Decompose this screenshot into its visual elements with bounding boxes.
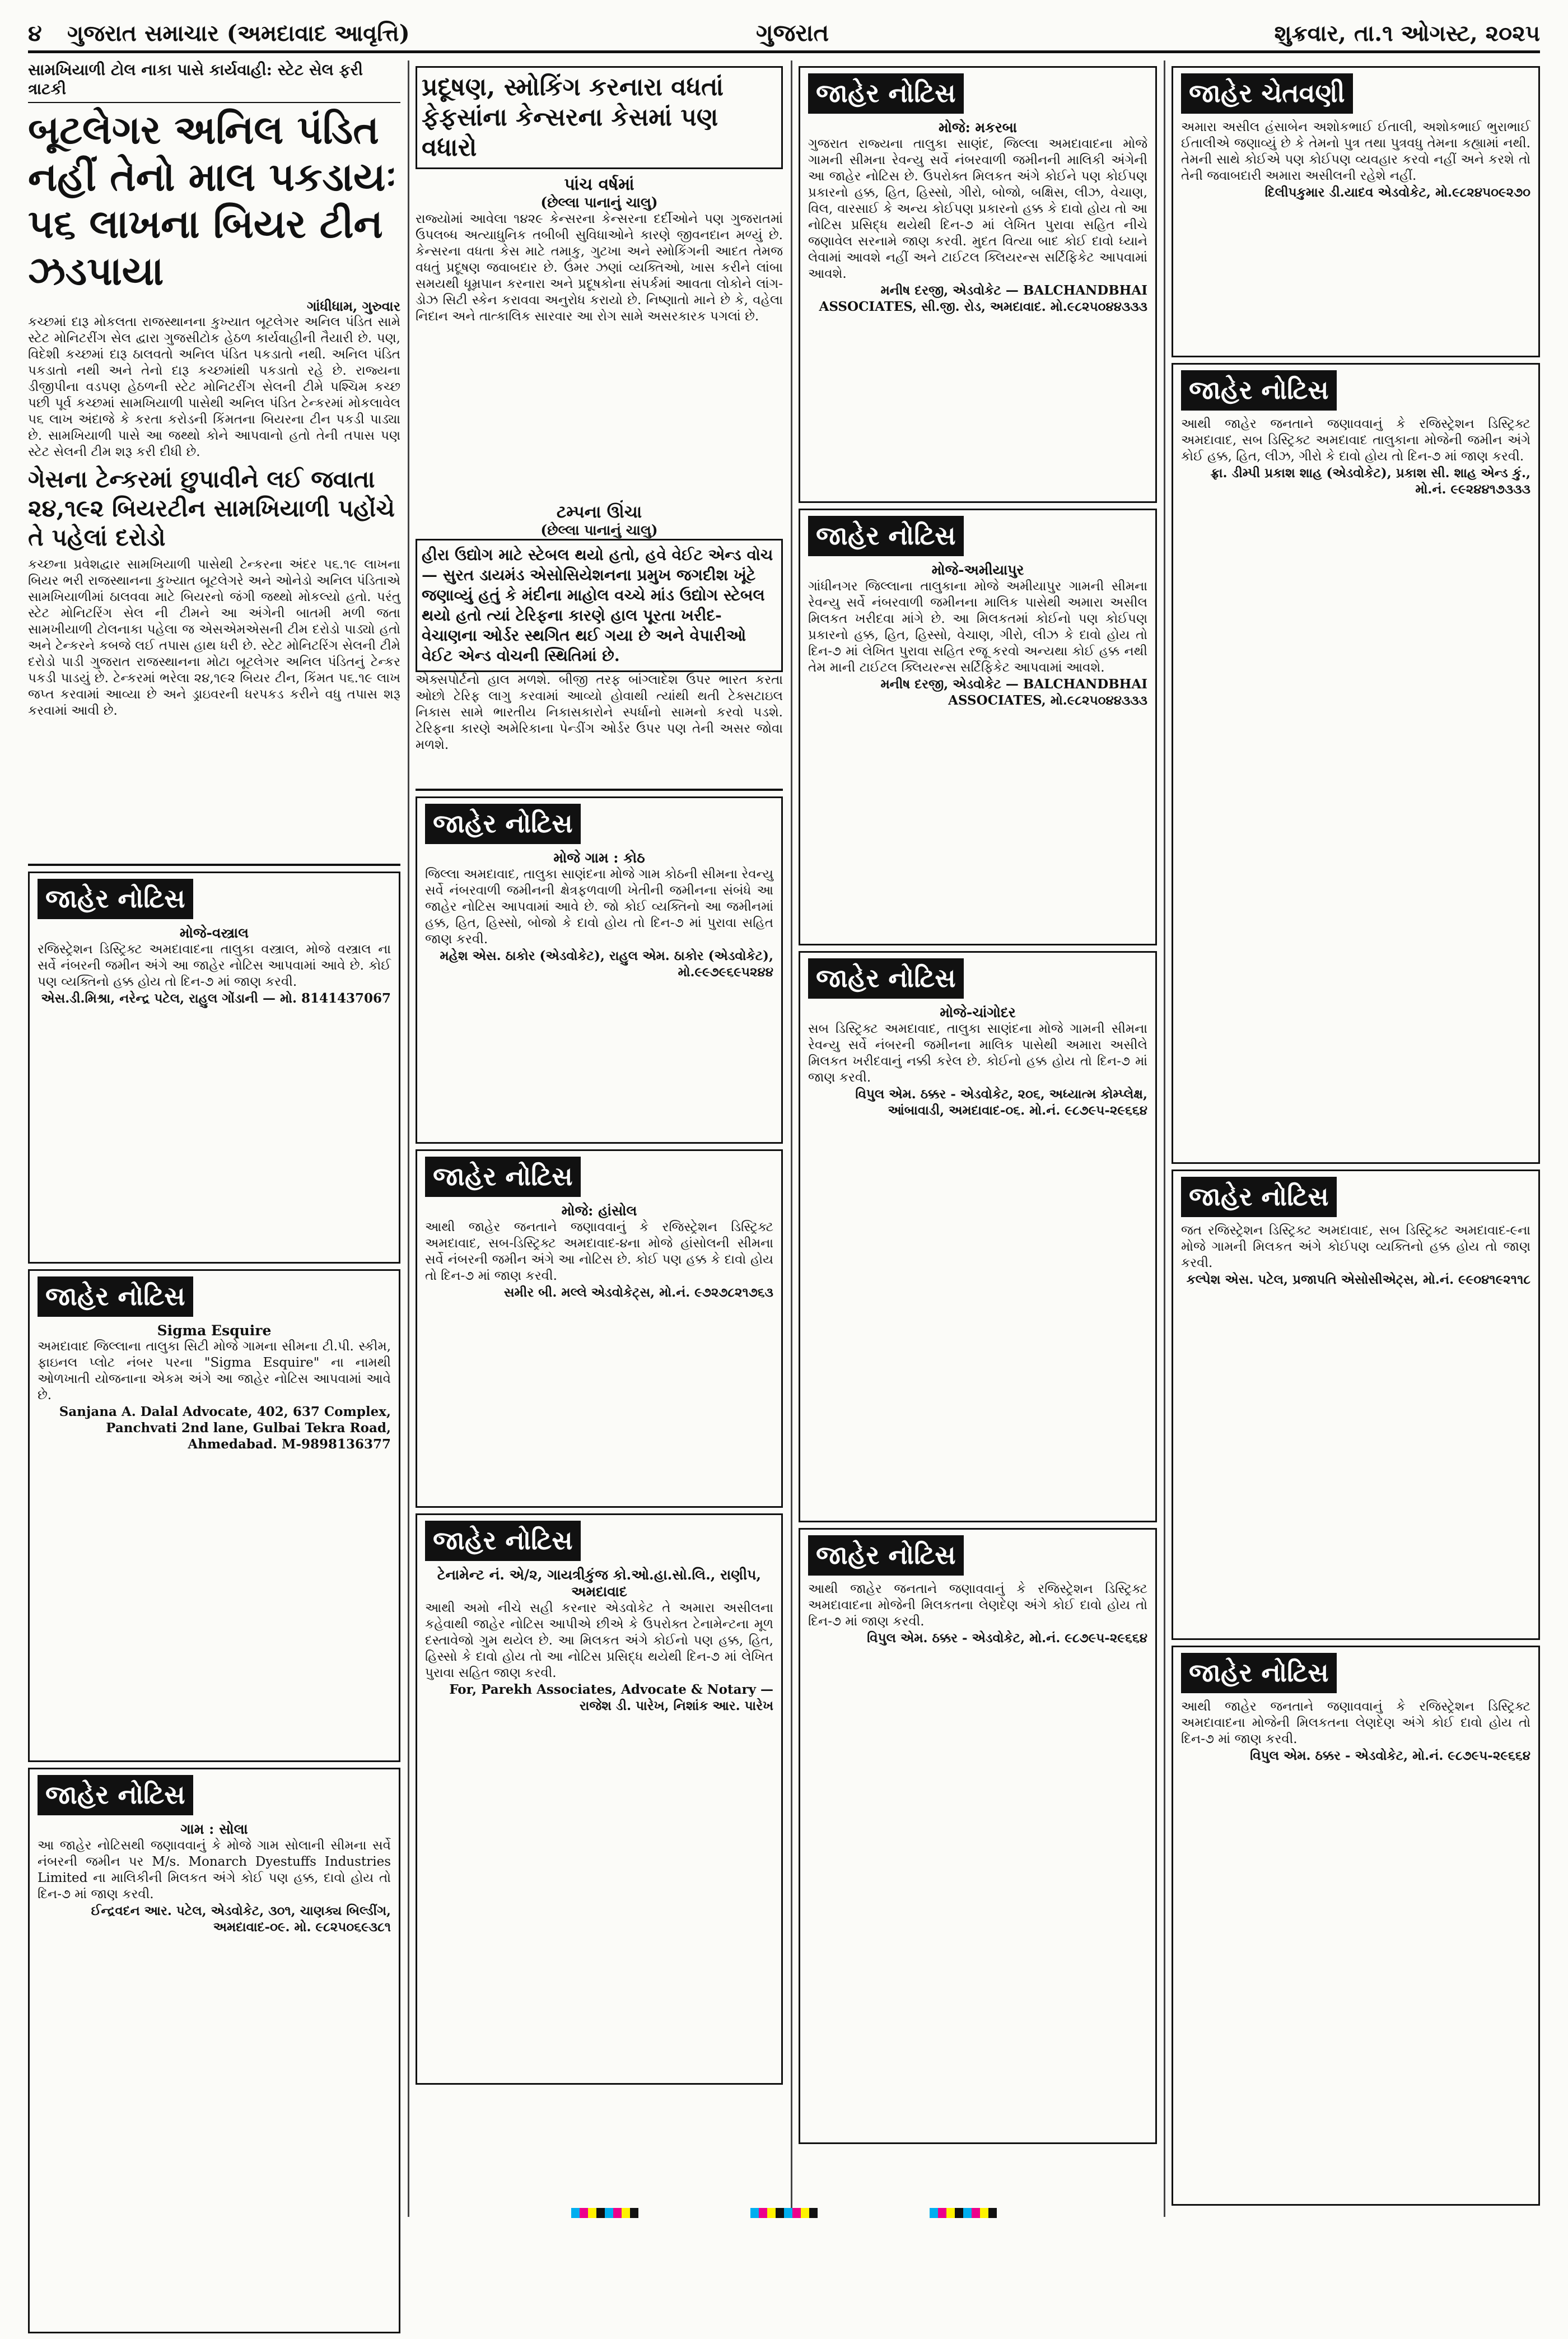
notice-box bbox=[799, 66, 1157, 503]
notice-place: Sigma Esquire bbox=[157, 1322, 272, 1339]
notice-signature: મનીષ દરજી, એડવોકેટ — BALCHANDBHAI ASSOCIATES, મો.૯૮૨૫૦૪૪૩૩૩ bbox=[880, 677, 1147, 708]
warning-title: જાહેર ચેતવણી bbox=[1181, 73, 1353, 114]
notice-box bbox=[416, 796, 783, 1144]
notice-place: મોજે: હાંસોલ bbox=[561, 1203, 637, 1219]
lead-kicker: સામખિયાળી ટોલ નાકા પાસે કાર્યવાહી: સ્ટેટ સેલ ફરી ત્રાટકી bbox=[28, 60, 400, 103]
notice-title: જાહેર નોટિસ bbox=[1181, 1653, 1337, 1693]
notice-body: ગાંધીનગર જિલ્લાના તાલુકાના મોજે અમીયાપુર ગામની સીમના રેવન્યુ સર્વે નંબરવાળી જમીનના માલિક પાસેથી અમારા અસીલ મિલકત ખરીદવા માંગે છે. આ મિલકતમાં કોઈનો પણ કોઈપણ પ્રકારનો હક્ક, હિત, હિસ્સો, વેચાણ, ગીરો, લીઝ કે દાવો હોય તો દિન-૭ માં લેખિત પુરાવા સહિત રજૂ કરવો અન્યથા કોઈ હક્ક નથી તેમ માની ટાઈટલ ક્લિયરન્સ સર્ટિફિકેટ આપવામાં આવશે. bbox=[808, 579, 1147, 675]
page-number: ૪ bbox=[28, 20, 42, 46]
notice-signature: For, Parekh Associates, Advocate & Notary — રાજેશ ડી. પારેખ, નિશાંક આર. પારેખ bbox=[449, 1682, 773, 1713]
notice-title: જાહેર નોટિસ bbox=[38, 1276, 193, 1317]
notice-body: આથી અમો નીચે સહી કરનાર એડવોકેટ તે અમારા અસીલના કહેવાથી જાહેર નોટિસ આપીએ છીએ કે ઉપરોક્ત ટેનામેન્ટના મૂળ દસ્તાવેજો ગુમ થયેલ છે. આ મિલકત અંગે કોઈનો પણ હક્ક, હિત, હિસ્સો કે દાવો હોય તો આ નોટિસ પ્રસિદ્ધ થયેથી દિન-૭ માં લેખિત પુરાવા સહિત જાણ કરવી. bbox=[425, 1601, 773, 1680]
notice-signature: વિપુલ એમ. ઠક્કર - એડવોકેટ, મો.નં. ૯૮૭૯૫-૨૯૬૬૪ bbox=[1250, 1748, 1530, 1763]
notice-title: જાહેર નોટિસ bbox=[808, 1535, 964, 1576]
notice-box bbox=[1172, 1170, 1540, 1640]
notice-place: મોજે-ચાંગોદર bbox=[940, 1004, 1016, 1021]
notice-title: જાહેર નોટિસ bbox=[425, 1521, 581, 1561]
notice-signature: ફ્રા. ડીમ્પી પ્રકાશ શાહ (એડવોકેટ), પ્રકાશ સી. શાહ એન્ડ કું., મો.નં. ૯૯૨૪૪૧૭૩૩૩ bbox=[1210, 465, 1530, 497]
notice-box bbox=[799, 951, 1157, 1522]
health-sub1: પાંચ વર્ષમાં bbox=[564, 175, 634, 194]
notice-box bbox=[1172, 1646, 1540, 2206]
notice-body: સબ ડિસ્ટ્રિક્ટ અમદાવાદ, તાલુકા સાણંદના મોજે ગામની સીમના રેવન્યુ સર્વે નંબરની જમીનના માલિક પાસેથી અમારા અસીલે મિલકત ખરીદવાનું નક્કી કરેલ છે. કોઈનો હક્ક હોય તો દિન-૭ માં જાણ કરવી. bbox=[808, 1022, 1147, 1085]
notice-place: ટેનામેન્ટ નં. એ/૨, ગાયત્રીકુંજ કો.ઓ.હા.સો.લિ., રાણીપ, અમદાવાદ bbox=[437, 1567, 762, 1600]
notice-body: જિલ્લા અમદાવાદ, તાલુકા સાણંદના મોજે ગામ કોઠની સીમના રેવન્યુ સર્વે નંબરવાળી જમીનની ક્ષેત્રફળવાળી ખેતીની જમીનના સંબંધે આ જાહેર નોટિસ આપવામાં આવે છે. જો કોઈ વ્યક્તિનો આ જમીનમાં હક્ક, હિત, હિસ્સો, બોજો કે દાવો હોય તો દિન-૭ માં પુરાવા સહિત જાણ કરવી. bbox=[425, 867, 773, 947]
lead-body-2: કચ્છના પ્રવેશદ્વાર સામખિયાળી પાસેથી ટેન્કરના અંદર ૫૬.૧૯ લાખના બિયર ભરી રાજસ્થાનના કુખ્યાત બૂટલેગરે અને ઓનેડો અનિલ પંડિતાએ સામખિયાળીમાં ઠાલવવા માટે બિયરનો જંગી જથ્થો મોકલ્યો હતો. પરંતુ સ્ટેટ મોનિટરિંગ સેલ ની ટીમને આ અંગેની બાતમી મળી જતા સામખીયાળી ટોલનાકા પહેલા જ એસએમએસની ટીમ દરોડો પાડ્યો હતો અને ટેન્કરને કબજે લઈ તપાસ હાથ ધરી છે. સ્ટેટ મોનિટરિંગ સેલની ટીમે દરોડો પાડી ગુજરાત રાજસ્થાનના મોટા બૂટલેગર અનિલ પંડિતનું ટેન્કર પકડી પાડયું છે. ટેન્કરમાં ભરેલા ૨૪,૧૯૨ બિયર ટીન, કિંમત ૫૬.૧૯ લાખ જપ્ત કરવામાં આવ્યા છે અને ડ્રાઇવરની ધરપકડ કરીને વધુ તપાસ શરૂ કરવામાં આવી છે. bbox=[28, 557, 400, 718]
notice-box bbox=[416, 1513, 783, 2085]
health-sub2b: (છેલ્લા પાનાનું ચાલુ) bbox=[540, 522, 658, 538]
column-rule bbox=[791, 60, 792, 2217]
column-rule bbox=[1164, 60, 1165, 2217]
notice-title: જાહેર નોટિસ bbox=[425, 804, 581, 844]
notice-signature: એસ.ડી.મિશ્રા, નરેન્દ્ર પટેલ, રાહુલ ગોંડાની — મો. 8141437067 bbox=[41, 991, 391, 1006]
notice-box bbox=[28, 1269, 400, 1762]
notice-box bbox=[416, 1149, 783, 1508]
notice-box bbox=[28, 872, 400, 1264]
paper-name: ગુજરાત સમાચાર (અમદાવાદ આવૃત્તિ) bbox=[67, 20, 410, 46]
notice-title: જાહેર નોટિસ bbox=[1181, 370, 1337, 411]
notice-signature: વિપુલ એમ. ઠક્કર - એડવોકેટ, ૨૦૬, અધ્યાત્મ કોમ્પ્લેક્ષ, આંબાવાડી, અમદાવાદ-૦૬. મો.નં. ૯૮૭૯૫-૨૯૬૬૪ bbox=[855, 1087, 1147, 1118]
notice-signature: મહેશ એસ. ઠાકોર (એડવોકેટ), રાહુલ એમ. ઠાકોર (એડવોકેટ), મો.૯૯૭૯૬૯૫૨૪૪ bbox=[440, 948, 773, 980]
notice-body: અમારા અસીલ હંસાબેન અશોકભાઈ ઈતાલી, અશોકભાઈ ભુરાભાઈ ઈતાલીએ જણાવ્યું છે કે તેમનો પુત્ર તથા પુત્રવધુ તેમના કહ્યામાં નથી. તેમની સાથે કોઈએ પણ કોઈપણ વ્યવહાર કરવો નહીં અને કરશે તો તેની જવાબદારી અમારા અસીલની રહેશે નહીં. bbox=[1181, 120, 1530, 183]
notice-body: અમદાવાદ જિલ્લાના તાલુકા સિટી મોજે ગામના સીમના ટી.પી. સ્કીમ, ફાઇનલ પ્લોટ નંબર પરના "Sigma Esquire" ના નામથી ઓળખાતી યોજનાના એકમ અંગે આ જાહેર નોટિસ આપવામાં આવે છે. bbox=[38, 1339, 391, 1403]
notices-column bbox=[799, 60, 1157, 2150]
lead-subhead: ગેસના ટેન્કરમાં છુપાવીને લઈ જવાતા ૨૪,૧૯૨ બિયરટીન સામખિયાળી પહોંચે તે પહેલાં દરોડો bbox=[28, 465, 395, 551]
health-sub1b: (છેલ્લા પાનાનું ચાલુ) bbox=[540, 194, 658, 211]
notice-signature: દિલીપકુમાર ડી.યાદવ એડવોકેટ, મો.૯૮૨૪૫૦૯૨૭૦ bbox=[1264, 185, 1530, 200]
notice-body: આથી જાહેર જનતાને જણાવવાનું કે રજિસ્ટ્રેશન ડિસ્ટ્રિક્ટ અમદાવાદના મોજેની મિલકતના લેણદેણ અંગે કોઈ દાવો હોય તો દિન-૭ માં જાણ કરવી. bbox=[1181, 1699, 1530, 1746]
lead-dateline: ગાંધીધામ, ગુરુવાર bbox=[307, 298, 400, 314]
health-headline: પ્રદૂષણ, સ્મોકિંગ કરનારા વધતાં ફેફસાંના કેન્સરના કેસમાં પણ વધારો bbox=[422, 73, 724, 162]
color-bar bbox=[571, 2208, 638, 2218]
notice-title: જાહેર નોટિસ bbox=[808, 516, 964, 556]
notice-box bbox=[799, 1528, 1157, 2144]
health-body-2: એક્સપોર્ટનો હાલ મળશે. બીજી તરફ બાંગ્લાદેશ ઉપર ભારત કરતા ઓછો ટેરિફ લાગુ કરવામાં આવ્યો હોવાથી ત્યાંથી થતી ટેક્સટાઇલ નિકાસ સામે ભારતીય નિકાસકારોને સ્પર્ધાનો સામનો કરવો પડશે. ટેરિફના કારણે અમેરિકાના પેન્ડીંગ ઓર્ડર ઉપર પણ તેની અસર જોવા મળશે. bbox=[416, 673, 783, 752]
notice-place: મોજે-અમીયાપુર bbox=[931, 562, 1024, 578]
notice-place: મોજે-વસ્ત્રાલ bbox=[179, 925, 249, 941]
notice-title: જાહેર નોટિસ bbox=[808, 958, 964, 999]
notice-title: જાહેર નોટિસ bbox=[38, 1775, 193, 1815]
notice-place: ગામ : સોલા bbox=[180, 1821, 248, 1837]
notice-title: જાહેર નોટિસ bbox=[425, 1157, 581, 1197]
lead-body: કચ્છમાં દારૂ મોકલતા રાજસ્થાનના કુખ્યાત બૂટલેગર અનિલ પંડિત સામે સ્ટેટ મોનિટરીંગ સેલ દ્વારા ગુજસીટોક હેઠળ કાર્યવાહીની તૈયારી છે. પણ, વિદેશી કચ્છમાં દારૂ ઠાલવતો અનિલ પંડિત પકડાતો નથી. અનિલ પંડિત પકડાતો નથી અને તેનો દારૂ કચ્છમાંથી પકડાતો રહે છે. રાજ્યના ડીજીપીના વડપણ હેઠળની સ્ટેટ મોનિટરીંગ સેલની ટીમે પશ્ચિમ કચ્છ પછી પૂર્વ કચ્છમાં સામખિયાળી પાસેથી અનિલ પંડિત ટેન્કરમાં મોકલાવેલ ૫૬ લાખ અંદાજે કે કરતા કરોડની કિંમતના બિયરના ટીન પકડી પાડ્યા છે. સામખિયાળી પાસે આ જથ્થો કોને આપવાનો હતો તેની તપાસ પણ સ્ટેટ સેલની ટીમ શરૂ કરી દીધી છે. bbox=[28, 315, 400, 459]
lead-headline: બૂટલેગર અનિલ પંડિત નહીં તેનો માલ પકડાયઃ ૫૬ લાખના બિયર ટીન ઝડપાયા bbox=[28, 106, 397, 294]
notice-body: રજિસ્ટ્રેશન ડિસ્ટ્રિક્ટ અમદાવાદના તાલુકા વસ્ત્રાલ, મોજે વસ્ત્રાલ ના સર્વે નંબરની જમીન અંગે આ જાહેર નોટિસ આપવામાં આવે છે. કોઈ પણ વ્યક્તિનો હક્ક હોય તો દિન-૭ માં જાણ કરવી. bbox=[38, 942, 391, 989]
notice-box bbox=[1172, 66, 1540, 357]
notice-signature: મનીષ દરજી, એડવોકેટ — BALCHANDBHAI ASSOCIATES, સી.જી. રોડ, અમદાવાદ. મો.૯૮૨૫૦૪૪૩૩૩ bbox=[819, 283, 1147, 314]
health-body-1: રાજ્યોમાં આવેલા ૧૪૨૯ કેન્સરના કેન્સરના દર્દીઓને પણ ગુજરાતમાં ઉપલબ્ધ અત્યાધુનિક તબીબી સુવિધાઓને કારણે જીવનદાન મળ્યું છે. કેન્સરના વધતા કેસ માટે તમાકુ, ગુટખા અને સ્મોકિંગની આદત તેમજ વધતું પ્રદૂષણ જવાબદાર છે. ઉંમર ઝણાં વ્યક્તિઓ, ખાસ કરીને લાંબા સમયથી ધૂમ્રપાન કરનારા અને પ્રદૂષકોના સંપર્કમાં આવતા લોકોને લાંગ-ડોઝ સિટી સ્કેન કરાવવા અનુરોધ કરાયો છે. નિષ્ણાતો માને છે કે, વહેલા નિદાન અને તાત્કાલિક સારવાર આ રોગ સામે અસરકારક પગલાં છે. bbox=[416, 212, 783, 324]
notice-signature: કલ્પેશ એસ. પટેલ, પ્રજાપતિ એસોસીએટ્સ, મો.નં. ૯૯૦૪૧૯૨૧૧૮ bbox=[1186, 1272, 1530, 1287]
color-bar bbox=[930, 2208, 997, 2218]
notice-signature: Sanjana A. Dalal Advocate, 402, 637 Complex, Panchvati 2nd lane, Gulbai Tekra Road, Ahmedabad. M-9898136377 bbox=[59, 1404, 391, 1452]
notice-place: મોજે: મકરબા bbox=[939, 119, 1017, 136]
notice-box bbox=[28, 1768, 400, 2333]
lead-story bbox=[28, 60, 400, 2339]
notice-body: આથી જાહેર જનતાને જણાવવાનું કે રજિસ્ટ્રેશન ડિસ્ટ્રિક્ટ અમદાવાદ, સબ ડિસ્ટ્રિક્ટ અમદાવાદ તાલુકાના મોજેની જમીન અંગે કોઈ હક્ક, હિત, લીઝ, ગીરો કે દાવો હોય તો દિન-૭ માં જાણ કરવી. bbox=[1181, 417, 1530, 464]
notice-signature: ઈન્દ્રવદન આર. પટેલ, એડવોકેટ, ૩૦૧, ચાણક્ય બિલ્ડીંગ, અમદાવાદ-૦૯. મો. ૯૮૨૫૦૬૯૩૮૧ bbox=[91, 1903, 391, 1935]
section-title: ગુજરાત bbox=[756, 19, 829, 46]
notice-body: આથી જાહેર જનતાને જણાવવાનું કે રજિસ્ટ્રેશન ડિસ્ટ્રિક્ટ અમદાવાદ, સબ-ડિસ્ટ્રિક્ટ અમદાવાદ-૪ના મોજે હાંસોલની સીમના સર્વે નંબરની જમીન અંગે આ નોટિસ છે. કોઈ પણ હક્ક કે દાવો હોય તો દિન-૭ માં જાણ કરવી. bbox=[425, 1220, 773, 1283]
right-notices-column bbox=[1172, 60, 1540, 2211]
notice-title: જાહેર નોટિસ bbox=[38, 879, 193, 919]
color-bar bbox=[750, 2208, 818, 2218]
notice-body: ગુજરાત રાજ્યના તાલુકા સાણંદ, જિલ્લા અમદાવાદના મોજે ગામની સીમના રેવન્યુ સર્વે નંબરવાળી જમીનની માલિકી અંગેની આ જાહેર નોટિસ છે. ઉપરોક્ત મિલકત અંગે કોઈને પણ કોઈપણ પ્રકારનો હક્ક, હિત, હિસ્સો, ગીરો, બોજો, બક્ષિસ, લીઝ, વેચાણ, વિલ, વારસાઈ કે અન્ય કોઈપણ પ્રકારનો હક્ક કે દાવો હોય તો આ નોટિસ પ્રસિદ્ધ થયેથી દિન-૭ માં લેખિત પુરાવા સહિત નીચે જણાવેલ સરનામે જાણ કરવી. મુદત વિત્યા બાદ કોઈ દાવો ધ્યાને લેવામાં આવશે નહીં અને ટાઈટલ ક્લિયરન્સ સર્ટિફિકેટ આપવામાં આવશે. bbox=[808, 137, 1147, 281]
health-story bbox=[416, 60, 783, 2090]
registration-marks bbox=[0, 2208, 1568, 2218]
diamond-quote: હીરા ઉદ્યોગ માટે સ્ટેબલ થયો હતો, હવે વેઈટ એન્ડ વોચ — સુરત ડાયમંડ એસોસિયેશનના પ્રમુખ જગદીશ ખૂંટે જણાવ્યું હતું કે મંદીના માહોલ વચ્ચે માંડ ઉદ્યોગ સ્ટેબલ થયો હતો ત્યાં ટેરિફના કારણે હાલ પૂરતા ખરીદ-વેચાણના ઓર્ડર સ્થગિત થઈ ગયા છે અને વેપારીઓ વેઈટ એન્ડ વોચની સ્થિતિમાં છે. bbox=[416, 539, 783, 672]
notice-place: મોજે ગામ : કોઠ bbox=[553, 850, 645, 866]
notice-body: જત રજિસ્ટ્રેશન ડિસ્ટ્રિક્ટ અમદાવાદ, સબ ડિસ્ટ્રિક્ટ અમદાવાદ-૯ના મોજે ગામની મિલકત અંગે કોઈપણ વ્યક્તિનો હક્ક હોય તો જાણ કરવી. bbox=[1181, 1223, 1530, 1270]
notice-body: આથી જાહેર જનતાને જણાવવાનું કે રજિસ્ટ્રેશન ડિસ્ટ્રિક્ટ અમદાવાદના મોજેની મિલકતના લેણદેણ અંગે કોઈ દાવો હોય તો દિન-૭ માં જાણ કરવી. bbox=[808, 1582, 1147, 1629]
notice-signature: વિપુલ એમ. ઠક્કર - એડવોકેટ, મો.નં. ૯૮૭૯૫-૨૯૬૬૪ bbox=[867, 1630, 1147, 1646]
notice-body: આ જાહેર નોટિસથી જણાવવાનું કે મોજે ગામ સોલાની સીમના સર્વે નંબરની જમીન પર M/s. Monarch Dyestuffs Industries Limited ના માલિકીની મિલકત અંગે કોઈ પણ હક્ક, દાવો હોય તો દિન-૭ માં જાણ કરવી. bbox=[38, 1838, 391, 1902]
issue-date: શુક્રવાર, તા.૧ ઓગસ્ટ, ૨૦૨૫ bbox=[1274, 20, 1540, 46]
column-rule bbox=[408, 60, 409, 2217]
notice-box bbox=[799, 509, 1157, 945]
health-sub2: ટમ્પના ઊંચા bbox=[556, 502, 642, 522]
notice-signature: સમીર બી. મલ્લે એડવોકેટ્સ, મો.નં. ૯૭૨૭૮૨૧૭૬૩ bbox=[503, 1285, 773, 1300]
notice-title: જાહેર નોટિસ bbox=[1181, 1177, 1337, 1217]
notice-title: જાહેર નોટિસ bbox=[808, 73, 964, 114]
masthead bbox=[28, 16, 1540, 53]
notice-box bbox=[1172, 363, 1540, 1164]
